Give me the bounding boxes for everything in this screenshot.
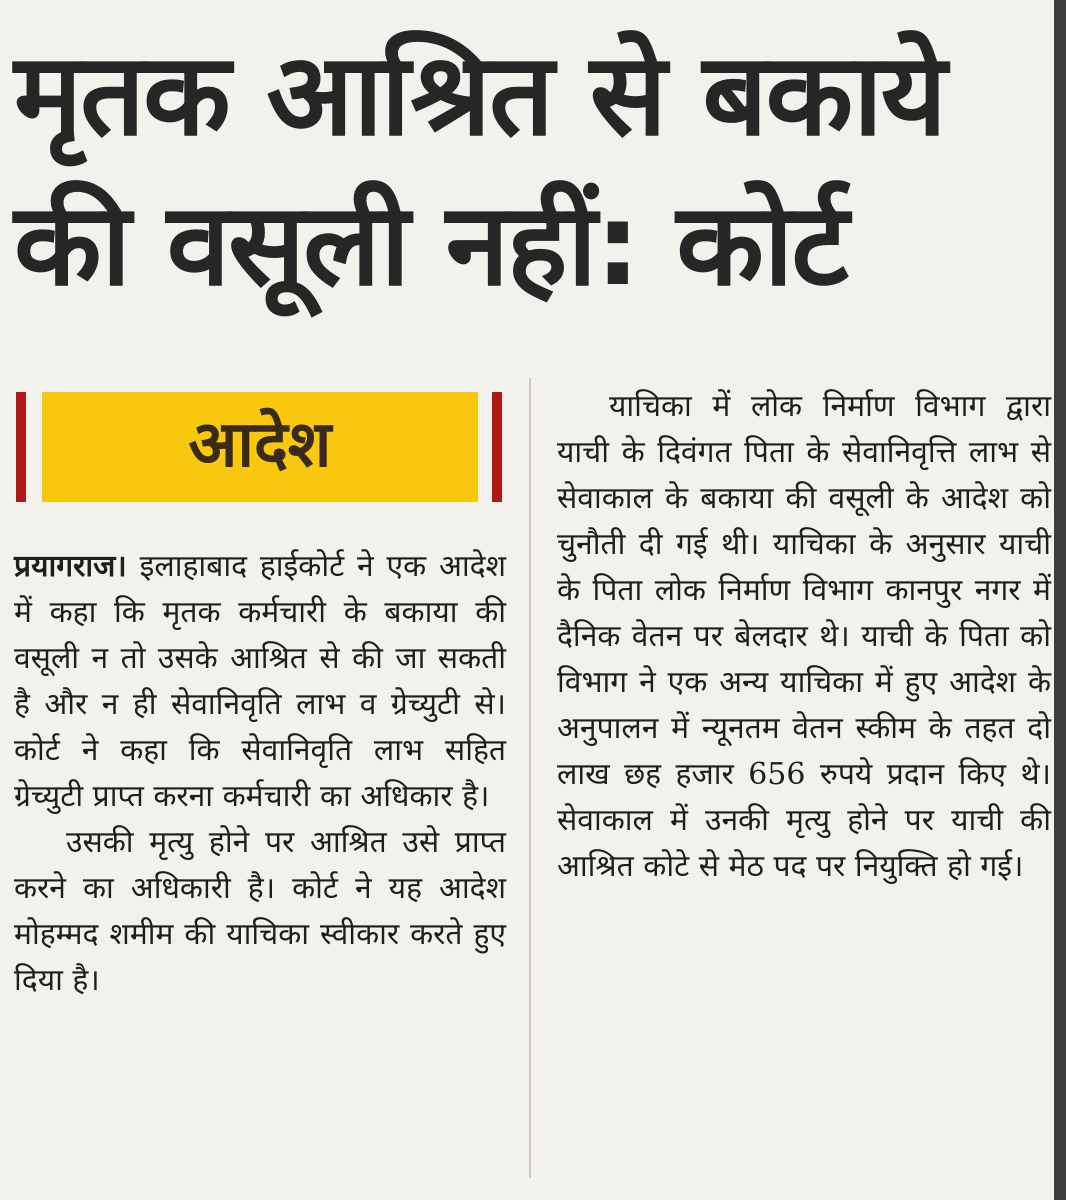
paragraph-2: उसकी मृत्यु होने पर आश्रित उसे प्राप्त करने का अधिकारी है। कोर्ट ने यह आदेश मोहम्मद शमीम की याचिका स्वीकार करते हुए दिया है। [14, 825, 506, 998]
headline [14, 20, 1044, 320]
column-divider [529, 378, 531, 1178]
article-column-right [557, 384, 1051, 890]
screen-edge-bar [1054, 0, 1066, 1200]
section-tag [14, 392, 504, 502]
tag-box [42, 392, 478, 502]
paragraph-1 [14, 544, 506, 820]
headline-line-2: की वसूली नहीं: कोर्ट [14, 178, 847, 311]
dateline: प्रयागराज। [14, 549, 127, 584]
headline-line-1: मृतक आश्रित से बकाये [14, 28, 945, 161]
section-tag-label: आदेश [188, 406, 332, 482]
paragraph-3: याचिका में लोक निर्माण विभाग द्वारा याची के दिवंगत पिता के सेवानिवृत्ति लाभ से सेवाकाल के बकाया की वसूली के आदेश को चुनौती दी गई थी। याचिका के अनुसार याची के पिता लोक निर्माण विभाग कानपुर नगर में दैनिक वेतन पर बेलदार थे। याची के पिता को विभाग ने एक अन्य याचिका में हुए आदेश के अनुपालन में न्यूनतम वेतन स्कीम के तहत दो लाख छह हजार 656 रुपये प्रदान किए थे। सेवाकाल में उनकी मृत्यु होने पर याची की आश्रित कोटे से मेठ पद पर नियुक्ति हो गई। [557, 389, 1051, 884]
tag-right-mark [492, 392, 502, 502]
tag-left-mark [16, 392, 26, 502]
article-column-left [14, 544, 506, 1004]
paragraph-1-body: इलाहाबाद हाईकोर्ट ने एक आदेश में कहा कि मृतक कर्मचारी के बकाया की वसूली न तो उसके आश्रित से की जा सकती है और न ही सेवानिवृति लाभ व ग्रेच्युटी से। कोर्ट ने कहा कि सेवानिवृति लाभ सहित ग्रेच्युटी प्राप्त करना कर्मचारी का अधिकार है। [14, 549, 506, 814]
